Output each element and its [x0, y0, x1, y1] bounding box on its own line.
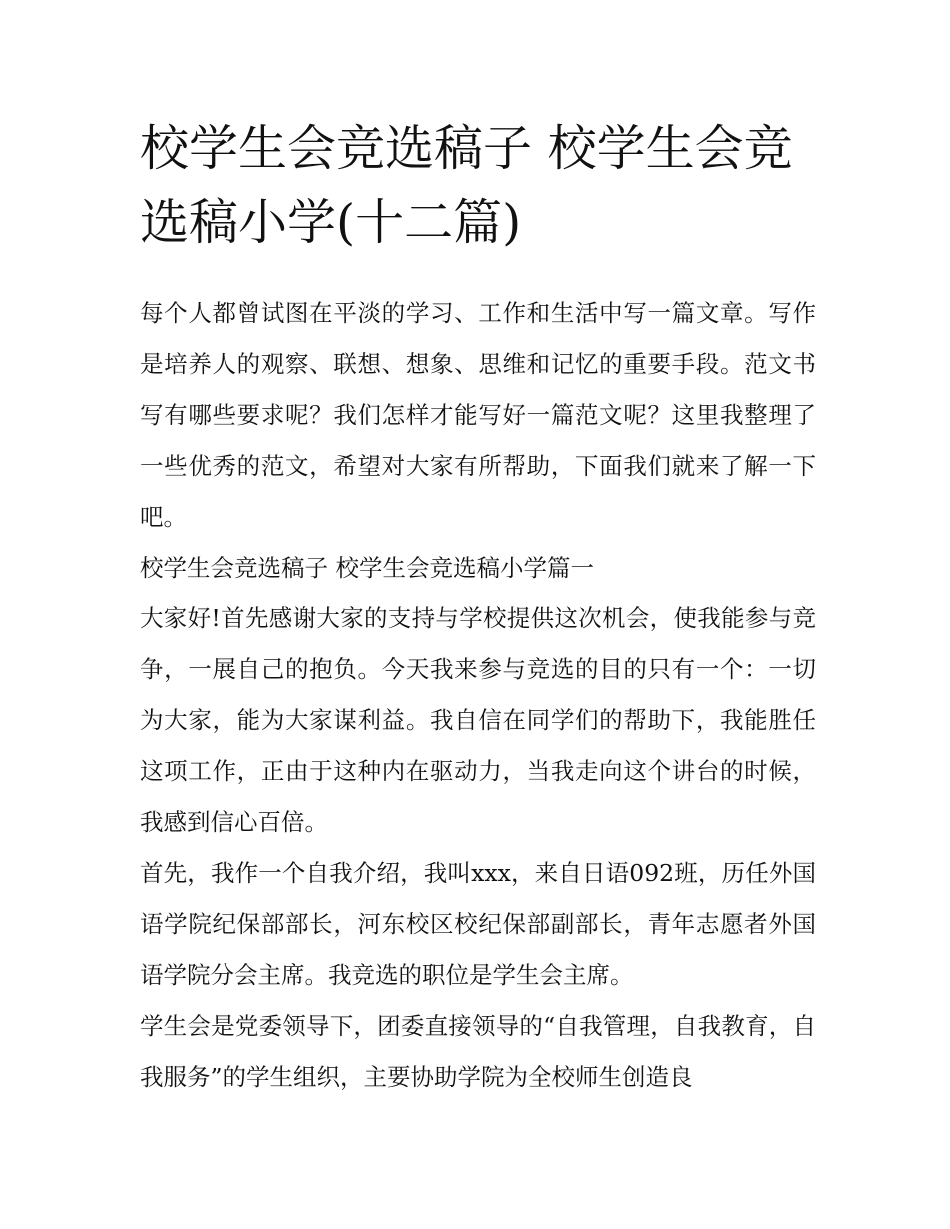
body-paragraph-introduction: 首先，我作一个自我介绍，我叫xxx，来自日语092班，历任外国语学院纪保部部长，河东校区校纪保部副部长，青年志愿者外国语学院分会主席。我竞选的职位是学生会主席。	[140, 859, 816, 989]
document-content	[140, 112, 816, 1103]
body-paragraph-greeting: 大家好!首先感谢大家的支持与学校提供这次机会，使我能参与竞争，一展自己的抱负。今天我来参与竞选的目的只有一个：一切为大家，能为大家谋利益。我自信在同学们的帮助下，我能胜任这项工作，正由于这种内在驱动力，当我走向这个讲台的时候，我感到信心百倍。	[140, 604, 816, 836]
section-heading: 校学生会竞选稿子 校学生会竞选稿小学篇一	[140, 554, 594, 582]
document-title: 校学生会竞选稿子 校学生会竞选稿小学(十二篇)	[140, 120, 793, 251]
document-body	[140, 288, 816, 1103]
intro-paragraph: 每个人都曾试图在平淡的学习、工作和生活中写一篇文章。写作是培养人的观察、联想、想象、思维和记忆的重要手段。范文书写有哪些要求呢？我们怎样才能写好一篇范文呢？这里我整理了一些优秀的范文，希望对大家有所帮助，下面我们就来了解一下吧。	[140, 299, 816, 531]
body-paragraph-student-union: 学生会是党委领导下，团委直接领导的“自我管理，自我教育，自我服务”的学生组织，主要协助学院为全校师生创造良	[140, 1012, 816, 1091]
